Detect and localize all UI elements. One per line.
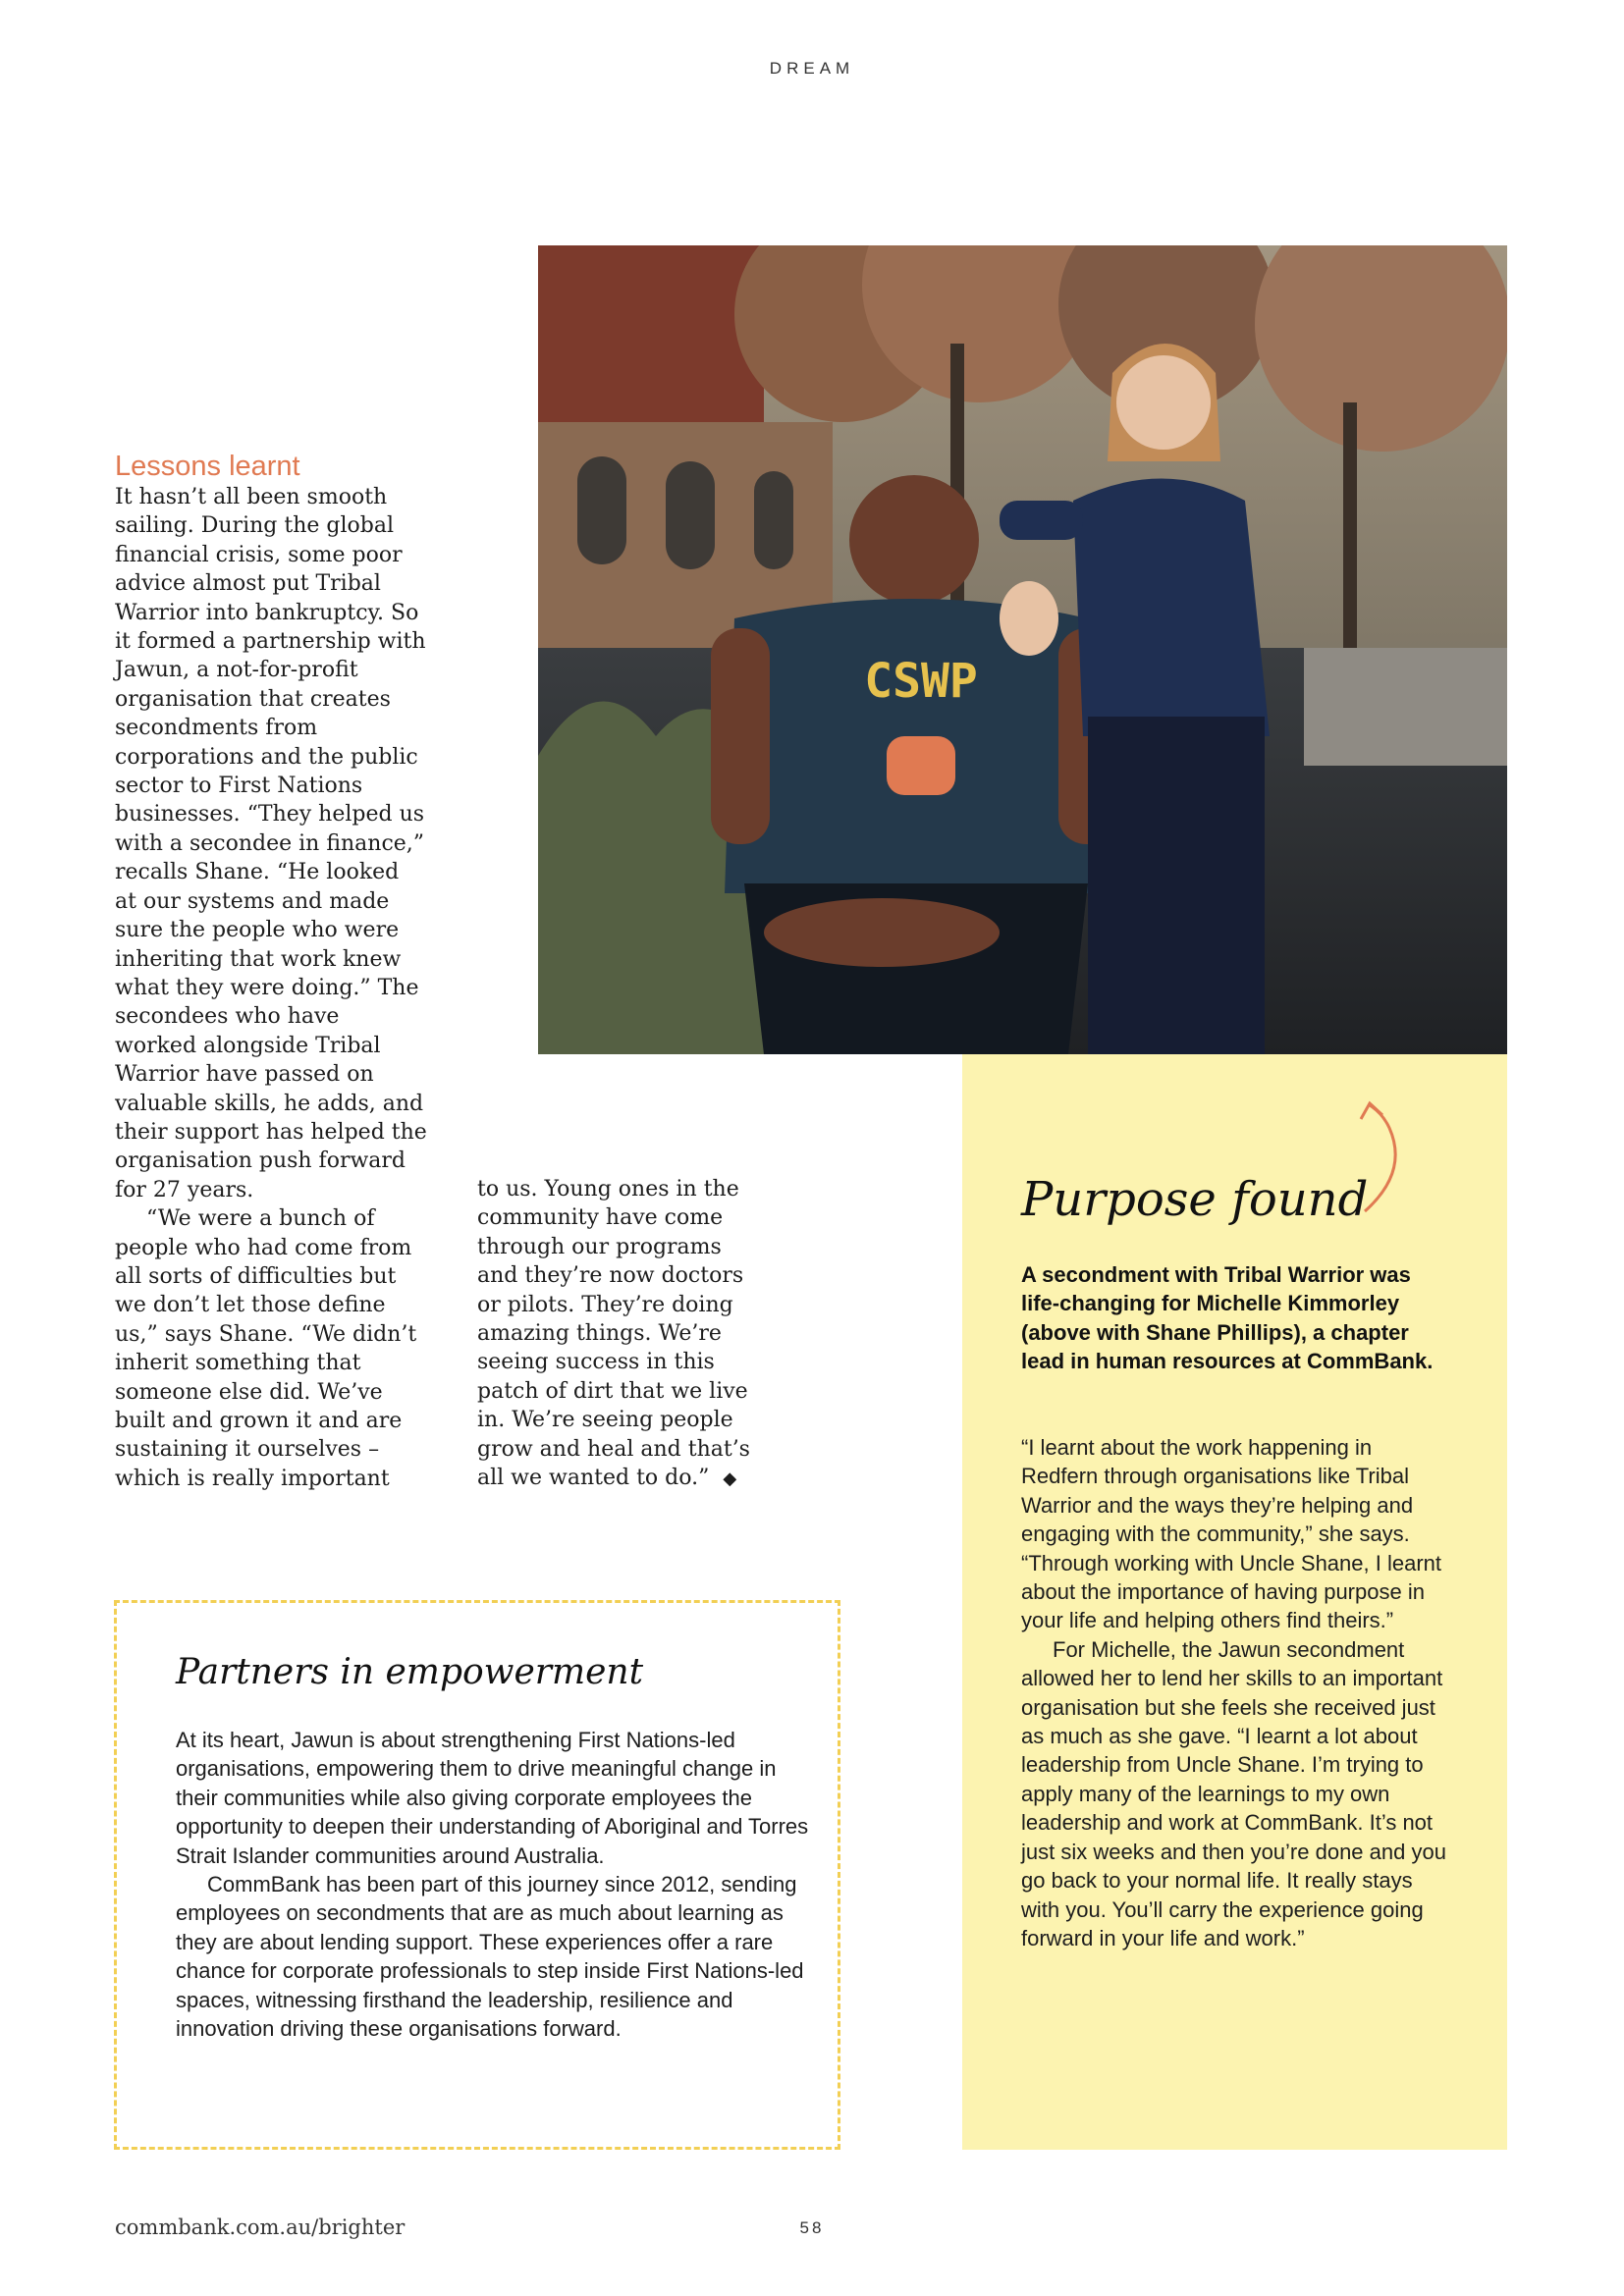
purpose-paragraph-2: For Michelle, the Jawun secondment allowed her to lend her skills to an important organisation but she feels she received just as much as she gave. “I learnt a lot about leadership from Uncle Shane. I’m trying to apply many of the learnings to my own leadership and work at CommBank. It’s not just six weeks and then you’re done and you go back to your normal life. It really stays with you. You’ll carry the experience going forward in your life and work.” — [1021, 1636, 1446, 1950]
shirt-text: CSWP — [864, 654, 978, 709]
partners-box — [114, 1600, 840, 2150]
section-label: DREAM — [769, 59, 855, 78]
purpose-heading: Purpose found — [1021, 1172, 1369, 1227]
partners-heading: Partners in empowerment — [176, 1652, 644, 1692]
end-mark-icon: ◆ — [723, 1468, 737, 1490]
purpose-lead: A secondment with Tribal Warrior was life-changing for Michelle Kimmorley (above with Shane Phillips), a chapter lead in human resources at CommBank. — [1021, 1262, 1434, 1374]
partners-paragraph-1: At its heart, Jawun is about strengthening First Nations-led organisations, empowering them to drive meaningful change in their communities while also giving corporate employees the opportunity to deepen their understanding of Aboriginal and Torres Strait Islander communities around Australia. — [176, 1728, 809, 1868]
lessons-continued-text: to us. Young ones in the community have come through our programs and they’re now doctors or pilots. They’re doing amazing things. We’re seeing success in this patch of dirt that we live in. We’re seeing people grow and heal and that’s all we wanted to do.” — [477, 1177, 750, 1491]
lessons-paragraph-1: It hasn’t all been smooth sailing. During the global financial crisis, some poor advice almost put Tribal Warrior into bankruptcy. So it formed a partnership with Jawun, a not-for-profit organisation that creates secondments from corporations and the public sector to First Nations businesses. “They helped us with a secondee in finance,” recalls Shane. “He looked at our systems and made sure the people who were inheriting that work knew what they were doing.” The secondees who have worked alongside Tribal Warrior have passed on valuable skills, he adds, and their support has helped the organisation push forward for 27 years. — [115, 485, 427, 1202]
lessons-paragraph-2: “We were a bunch of people who had come from all sorts of difficulties but we don’t let those define us,” says Shane. “We didn’t inherit something that someone else did. We’ve built and grown it and are sustaining it ourselves – which is really important — [115, 1206, 417, 1491]
lessons-heading: Lessons learnt — [115, 451, 300, 482]
page-number: 58 — [799, 2218, 825, 2237]
lessons-continued — [477, 1175, 762, 1493]
partners-paragraph-2: CommBank has been part of this journey since 2012, sending employees on secondments that are as much about learning as they are about lending support. These experiences offer a rare chance for corporate professionals to step inside First Nations-led spaces, witnessing firsthand the leadership, resilience and innovation driving these organisations forward. — [176, 1872, 804, 2042]
footer-url[interactable]: commbank.com.au/brighter — [115, 2216, 406, 2239]
portrait-photo — [538, 245, 1507, 1054]
purpose-paragraph-1: “I learnt about the work happening in Redfern through organisations like Tribal Warrior and the ways they’re helping and engaging with the community,” she says. “Through working with Uncle Shane, I learnt about the importance of having purpose in your life and helping others find theirs.” — [1021, 1435, 1441, 1633]
lessons-section — [115, 450, 427, 1493]
purpose-panel — [962, 1054, 1507, 2150]
